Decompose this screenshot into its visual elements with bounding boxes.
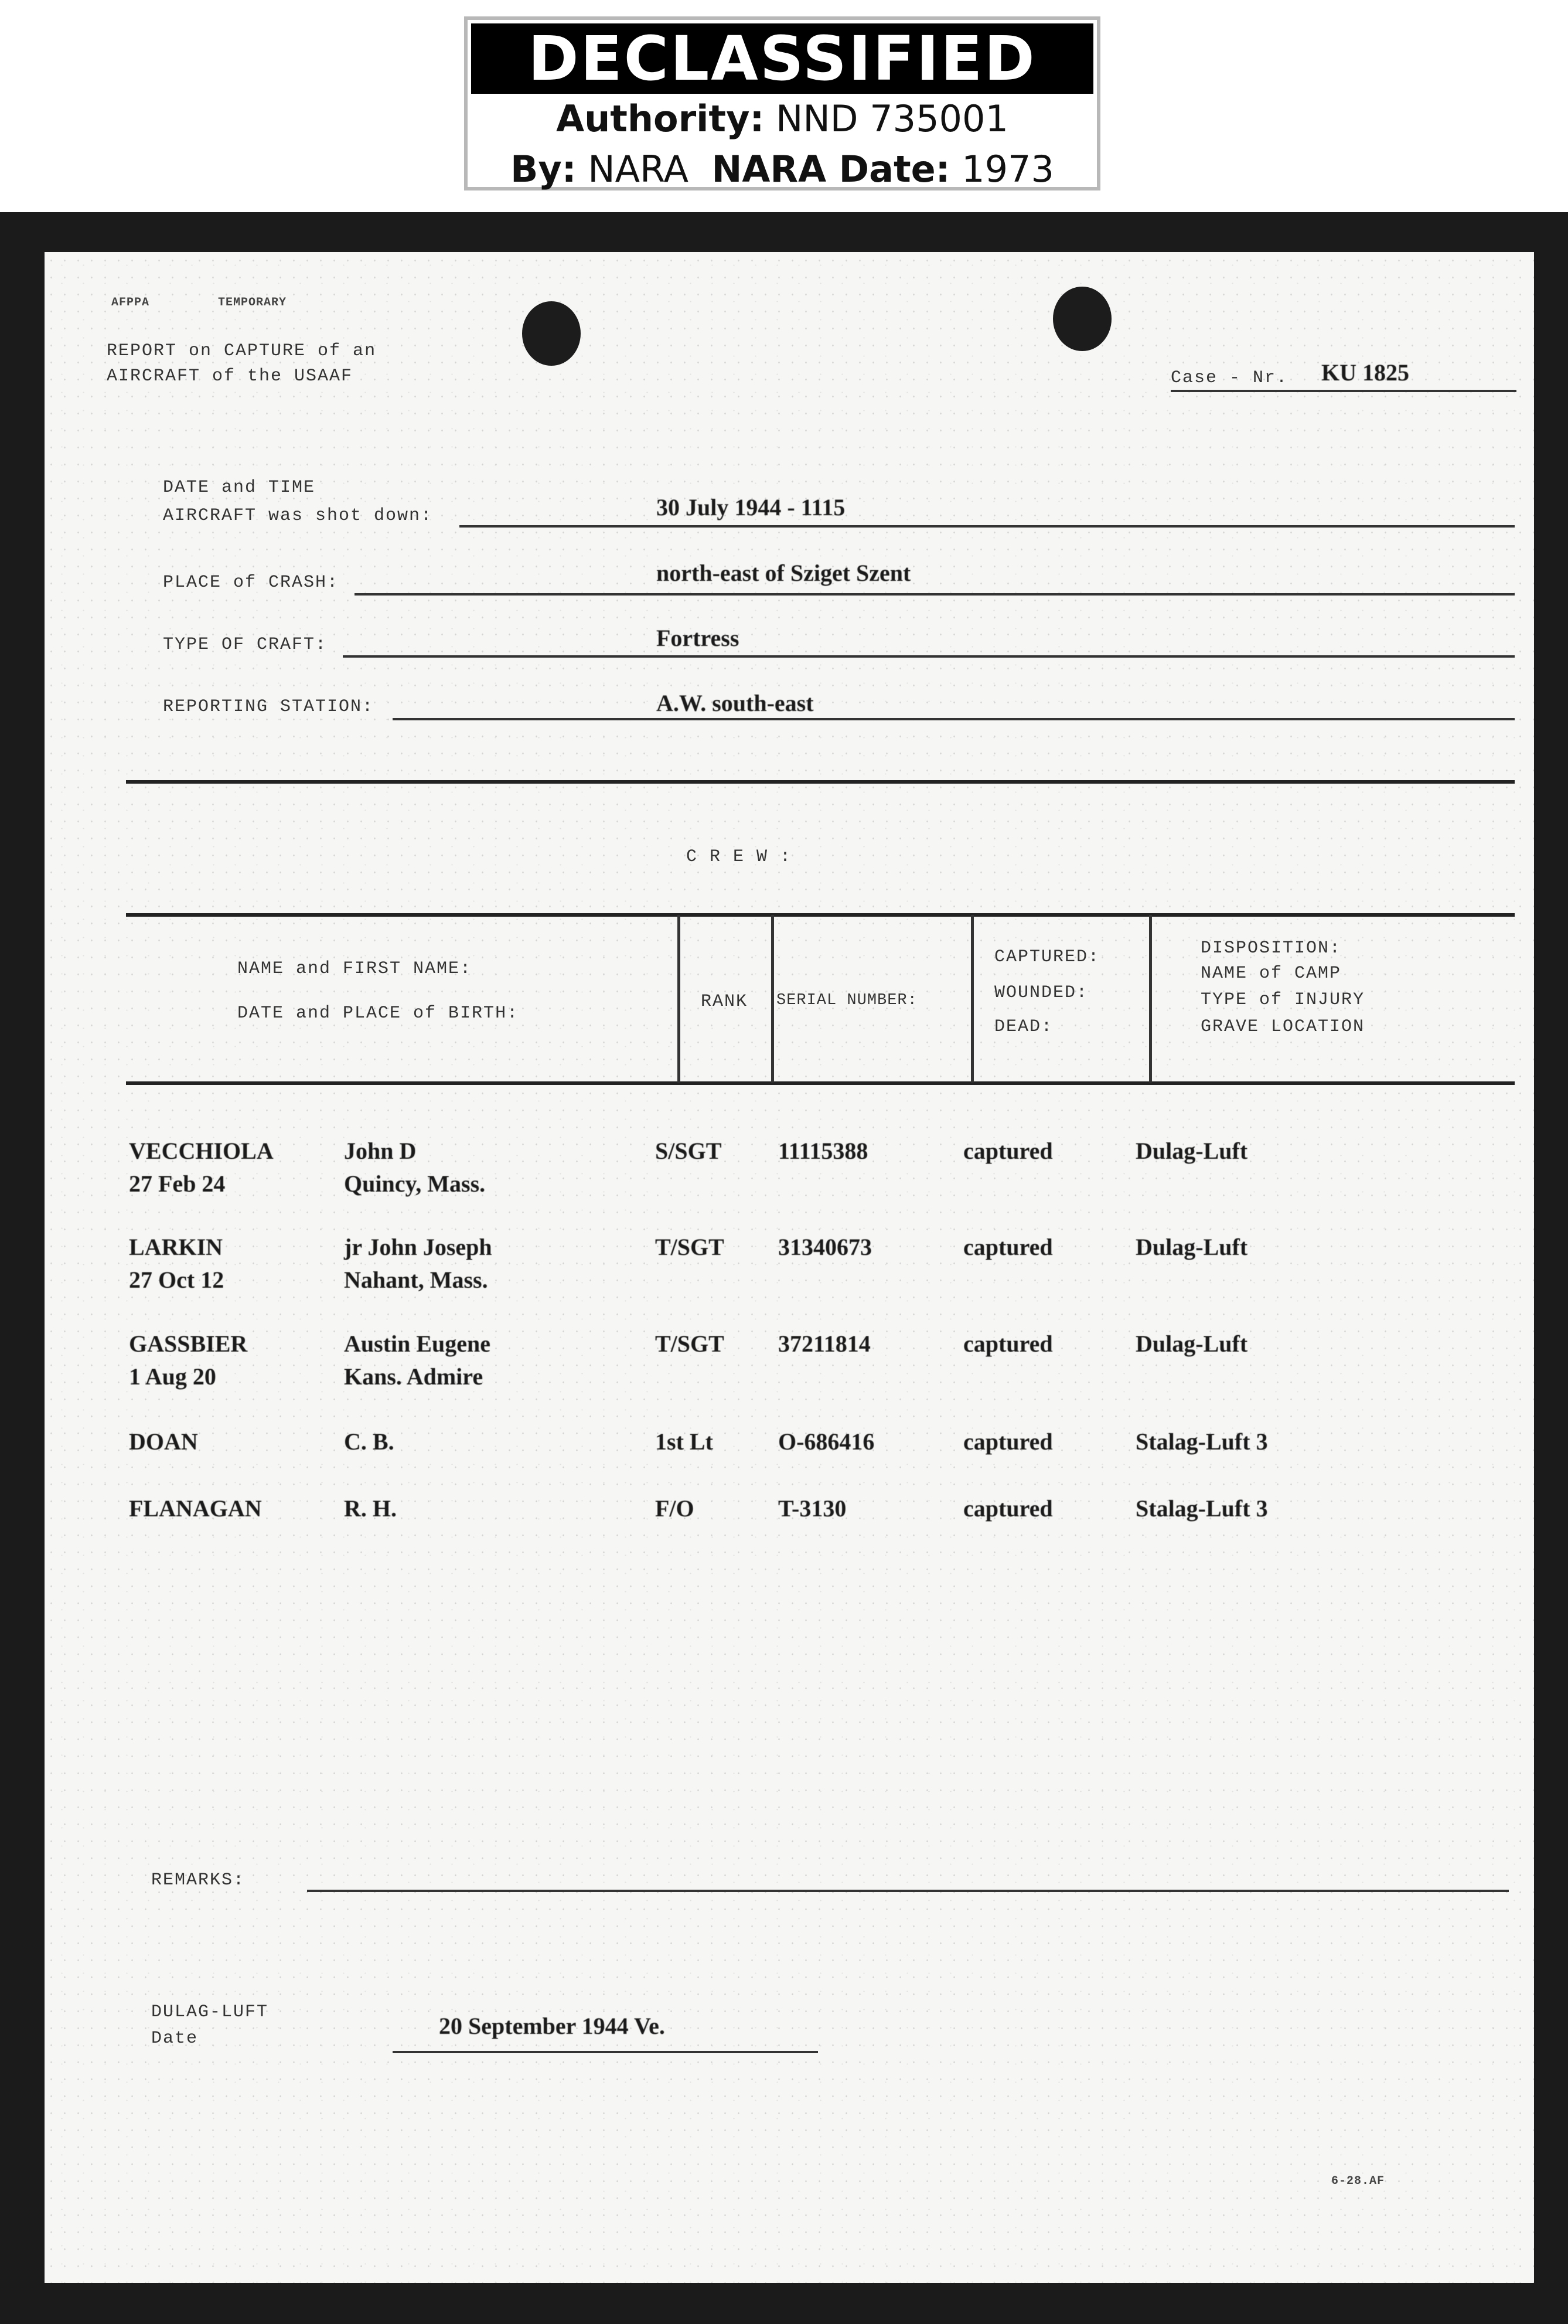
crew-first-name: C. B.	[344, 1428, 394, 1455]
header-injury: TYPE of INJURY	[1201, 990, 1365, 1010]
column-divider	[1149, 915, 1152, 1083]
footer-place: DULAG-LUFT	[151, 2002, 269, 2022]
footer-date-line	[393, 2051, 818, 2053]
station-label: REPORTING STATION:	[163, 697, 374, 717]
crew-status: captured	[963, 1234, 1053, 1260]
punch-hole	[522, 301, 581, 366]
section-divider	[126, 780, 1515, 784]
date-value: 30 July 1944 - 1115	[656, 494, 846, 520]
authority-label: Authority:	[556, 97, 765, 140]
crew-disposition: Dulag-Luft	[1136, 1234, 1248, 1260]
place-underline	[354, 593, 1515, 596]
crew-first-name: jr John Joseph	[344, 1234, 492, 1260]
crew-disposition: Dulag-Luft	[1136, 1331, 1248, 1357]
date-label: DATE and TIME	[163, 478, 316, 498]
crew-serial: 31340673	[778, 1234, 872, 1260]
form-title-line1: REPORT on CAPTURE of an	[107, 341, 377, 361]
form-number: 6-28.AF	[1331, 2175, 1385, 2188]
case-label: Case - Nr.	[1171, 368, 1289, 388]
footer-date-value: 20 September 1944 Ve.	[439, 2013, 665, 2039]
nara-date-label: NARA Date:	[711, 148, 950, 190]
crew-serial: 37211814	[778, 1331, 871, 1357]
case-underline	[1171, 390, 1516, 392]
type-label: TYPE OF CRAFT:	[163, 635, 328, 655]
case-number: KU 1825	[1321, 359, 1409, 386]
header-dead: DEAD:	[994, 1017, 1054, 1037]
header-name: NAME and FIRST NAME:	[237, 959, 472, 979]
place-label: PLACE of CRASH:	[163, 573, 339, 593]
crew-heading: C R E W :	[686, 847, 792, 867]
crew-rank: T/SGT	[655, 1331, 724, 1357]
column-divider	[971, 915, 974, 1083]
header-birth: DATE and PLACE of BIRTH:	[237, 1003, 519, 1023]
remarks-label: REMARKS:	[151, 1870, 246, 1890]
crew-status: captured	[963, 1138, 1053, 1164]
crew-birth-place: Nahant, Mass.	[344, 1267, 488, 1293]
crew-first-name: John D	[344, 1138, 417, 1164]
crew-status: captured	[963, 1428, 1053, 1455]
crew-birth-date: 27 Feb 24	[129, 1170, 226, 1197]
form-title-line2: AIRCRAFT of the USAAF	[107, 366, 353, 386]
header-grave: GRAVE LOCATION	[1201, 1017, 1365, 1037]
header-wounded: WOUNDED:	[994, 983, 1089, 1003]
type-underline	[343, 655, 1515, 658]
crew-surname: GASSBIER	[129, 1331, 248, 1357]
header-rank: RANK	[701, 992, 748, 1012]
table-top-border	[126, 913, 1515, 917]
by-value: NARA	[588, 148, 689, 190]
nara-date-value: 1973	[962, 148, 1054, 190]
authority-value: NND 735001	[776, 97, 1008, 140]
crew-surname: VECCHIOLA	[129, 1138, 274, 1164]
crew-birth-place: Kans. Admire	[344, 1363, 483, 1390]
date-underline	[459, 525, 1515, 528]
crew-surname: FLANAGAN	[129, 1495, 262, 1522]
header-captured: CAPTURED:	[994, 947, 1100, 967]
header-serial: SERIAL NUMBER:	[776, 992, 918, 1009]
authority-line	[468, 94, 1097, 144]
header-disposition: DISPOSITION:	[1201, 938, 1342, 958]
place-value: north-east of Sziget Szent	[656, 560, 911, 586]
crew-birth-date: 27 Oct 12	[129, 1267, 224, 1293]
crew-rank: 1st Lt	[655, 1428, 713, 1455]
crew-status: captured	[963, 1495, 1053, 1522]
declassified-stamp	[464, 16, 1100, 190]
declassified-title: DECLASSIFIED	[471, 23, 1093, 94]
crew-disposition: Dulag-Luft	[1136, 1138, 1248, 1164]
type-value: Fortress	[656, 625, 739, 651]
crew-serial: 11115388	[778, 1138, 868, 1164]
crew-surname: LARKIN	[129, 1234, 223, 1260]
header-camp: NAME of CAMP	[1201, 964, 1342, 984]
table-header-border	[126, 1081, 1515, 1085]
footer-date-label: Date	[151, 2029, 199, 2049]
crew-rank: S/SGT	[655, 1138, 722, 1164]
header-temporary: TEMPORARY	[218, 296, 287, 309]
by-line	[468, 144, 1097, 195]
crew-surname: DOAN	[129, 1428, 198, 1455]
crew-serial: O-686416	[778, 1428, 875, 1455]
crew-first-name: Austin Eugene	[344, 1331, 491, 1357]
crew-birth-date: 1 Aug 20	[129, 1363, 216, 1390]
document-page	[45, 252, 1534, 2283]
station-value: A.W. south-east	[656, 690, 814, 716]
date-label-2: AIRCRAFT was shot down:	[163, 506, 433, 526]
station-underline	[393, 718, 1515, 720]
crew-rank: F/O	[655, 1495, 694, 1522]
crew-disposition: Stalag-Luft 3	[1136, 1428, 1268, 1455]
crew-disposition: Stalag-Luft 3	[1136, 1495, 1268, 1522]
column-divider	[771, 915, 774, 1083]
remarks-line	[307, 1890, 1509, 1892]
crew-rank: T/SGT	[655, 1234, 724, 1260]
crew-first-name: R. H.	[344, 1495, 397, 1522]
by-label: By:	[510, 148, 577, 190]
crew-serial: T-3130	[778, 1495, 847, 1522]
header-code: AFPPA	[111, 296, 150, 309]
punch-hole	[1053, 287, 1112, 351]
crew-birth-place: Quincy, Mass.	[344, 1170, 486, 1197]
crew-status: captured	[963, 1331, 1053, 1357]
column-divider	[677, 915, 680, 1083]
